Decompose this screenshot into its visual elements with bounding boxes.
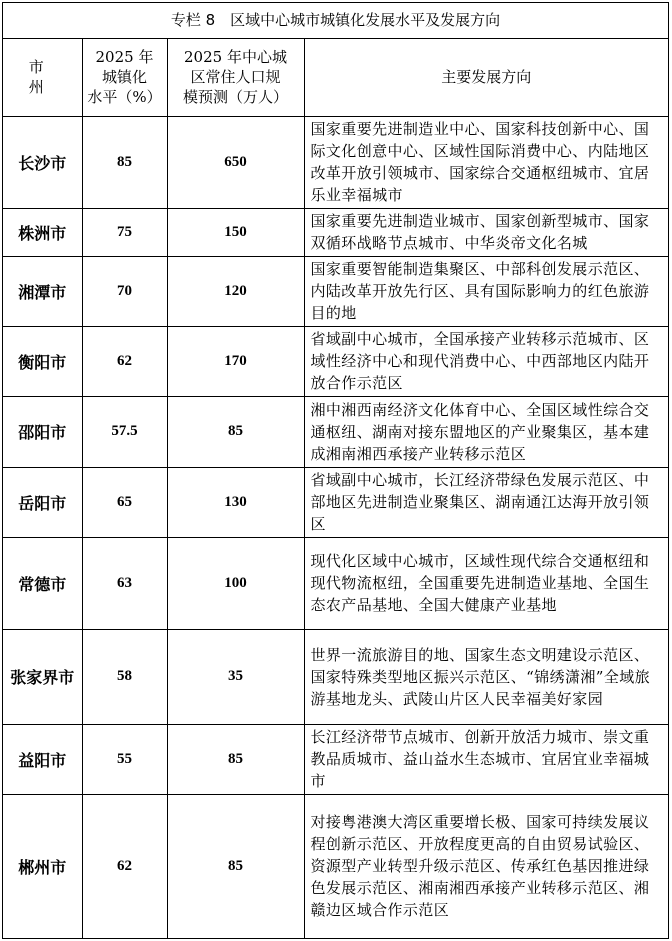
population-cell: 85: [167, 794, 304, 938]
header-urbanization-line2: 城镇化: [101, 68, 147, 87]
direction-cell: 国家重要智能制造集聚区、中部科创发展示范区、内陆改革开放先行区、具有国际影响力的红色旅游目的地: [304, 256, 668, 326]
city-cell: 衡阳市: [3, 326, 82, 396]
header-population-line2: 区常住人口规: [190, 68, 281, 87]
direction-cell: 世界一流旅游目的地、国家生态文明建设示范区、国家特殊类型地区振兴示范区、“锦绣潇湘”全域旅游基地龙头、武陵山片区人民幸福美好家园: [304, 629, 668, 724]
city-cell: 常德市: [3, 537, 82, 629]
header-urbanization-line3: 水平（%）: [87, 88, 162, 107]
table-row: [3, 467, 668, 537]
table-row: [3, 208, 668, 256]
population-cell: 35: [167, 629, 304, 724]
urbanization-cell: 63: [82, 537, 167, 629]
table-row: [3, 537, 668, 629]
header-population: [167, 39, 304, 116]
table-row: [3, 326, 668, 396]
urbanization-cell: 62: [82, 326, 167, 396]
urbanization-cell: 55: [82, 724, 167, 794]
header-population-line3: 模预测（万人）: [182, 88, 288, 107]
city-cell: 株洲市: [3, 208, 82, 256]
city-cell: 岳阳市: [3, 467, 82, 537]
population-cell: 130: [167, 467, 304, 537]
direction-cell: 湘中湘西南经济文化体育中心、全国区域性综合交通枢纽、湖南对接东盟地区的产业聚集区，基本建成湘南湘西承接产业转移示范区: [304, 396, 668, 467]
table-row: [3, 396, 668, 467]
urbanization-cell: 62: [82, 794, 167, 938]
direction-cell: 现代化区域中心城市，区域性现代综合交通枢纽和现代物流枢纽，全国重要先进制造业基地、全国生态农产品基地、全国大健康产业基地: [304, 537, 668, 629]
city-cell: 益阳市: [3, 724, 82, 794]
direction-cell: 国家重要先进制造业城市、国家创新型城市、国家双循环战略节点城市、中华炎帝文化名城: [304, 208, 668, 256]
table-row: [3, 724, 668, 794]
city-cell: 郴州市: [3, 794, 82, 938]
direction-cell: 省域副中心城市，全国承接产业转移示范城市、区域性经济中心和现代消费中心、中西部地区内陆开放合作示范区: [304, 326, 668, 396]
population-cell: 150: [167, 208, 304, 256]
population-cell: 100: [167, 537, 304, 629]
header-direction: 主要发展方向: [304, 39, 668, 116]
urbanization-cell: 70: [82, 256, 167, 326]
header-urbanization-line1: 2025 年: [95, 48, 154, 67]
table-row: [3, 794, 668, 938]
direction-cell: 国家重要先进制造业中心、国家科技创新中心、国际文化创意中心、区域性国际消费中心、内陆地区改革开放引领城市、国家综合交通枢纽城市、宜居乐业幸福城市: [304, 116, 668, 208]
direction-cell: 长江经济带节点城市、创新开放活力城市、崇文重教品质城市、益山益水生态城市、宜居宜业幸福城市: [304, 724, 668, 794]
urbanization-cell: 58: [82, 629, 167, 724]
city-cell: 邵阳市: [3, 396, 82, 467]
header-population-line1: 2025 年中心城: [184, 48, 287, 67]
urbanization-cell: 85: [82, 116, 167, 208]
table-row: [3, 116, 668, 208]
urbanization-cell: 57.5: [82, 396, 167, 467]
population-cell: 85: [167, 396, 304, 467]
table-row: [3, 629, 668, 724]
urbanization-table: [3, 39, 668, 938]
urbanization-cell: 65: [82, 467, 167, 537]
direction-cell: 对接粤港澳大湾区重要增长极、国家可持续发展议程创新示范区、开放程度更高的自由贸易试验区、资源型产业转型升级示范区、传承红色基因推进绿色发展示范区、湘南湘西承接产业转移示范区、湘赣边区域合作示范区: [304, 794, 668, 938]
direction-cell: 省域副中心城市，长江经济带绿色发展示范区、中部地区先进制造业聚集区、湖南通江达海开放引领区: [304, 467, 668, 537]
urbanization-cell: 75: [82, 208, 167, 256]
header-row: [3, 39, 668, 116]
table-caption: 专栏 8 区域中心城市城镇化发展水平及发展方向: [3, 3, 668, 39]
header-city: 市 州: [3, 39, 82, 116]
population-cell: 650: [167, 116, 304, 208]
population-cell: 120: [167, 256, 304, 326]
population-cell: 85: [167, 724, 304, 794]
header-urbanization: [82, 39, 167, 116]
city-cell: 张家界市: [3, 629, 82, 724]
city-cell: 湘潭市: [3, 256, 82, 326]
table-frame: [2, 2, 669, 939]
city-cell: 长沙市: [3, 116, 82, 208]
population-cell: 170: [167, 326, 304, 396]
table-row: [3, 256, 668, 326]
